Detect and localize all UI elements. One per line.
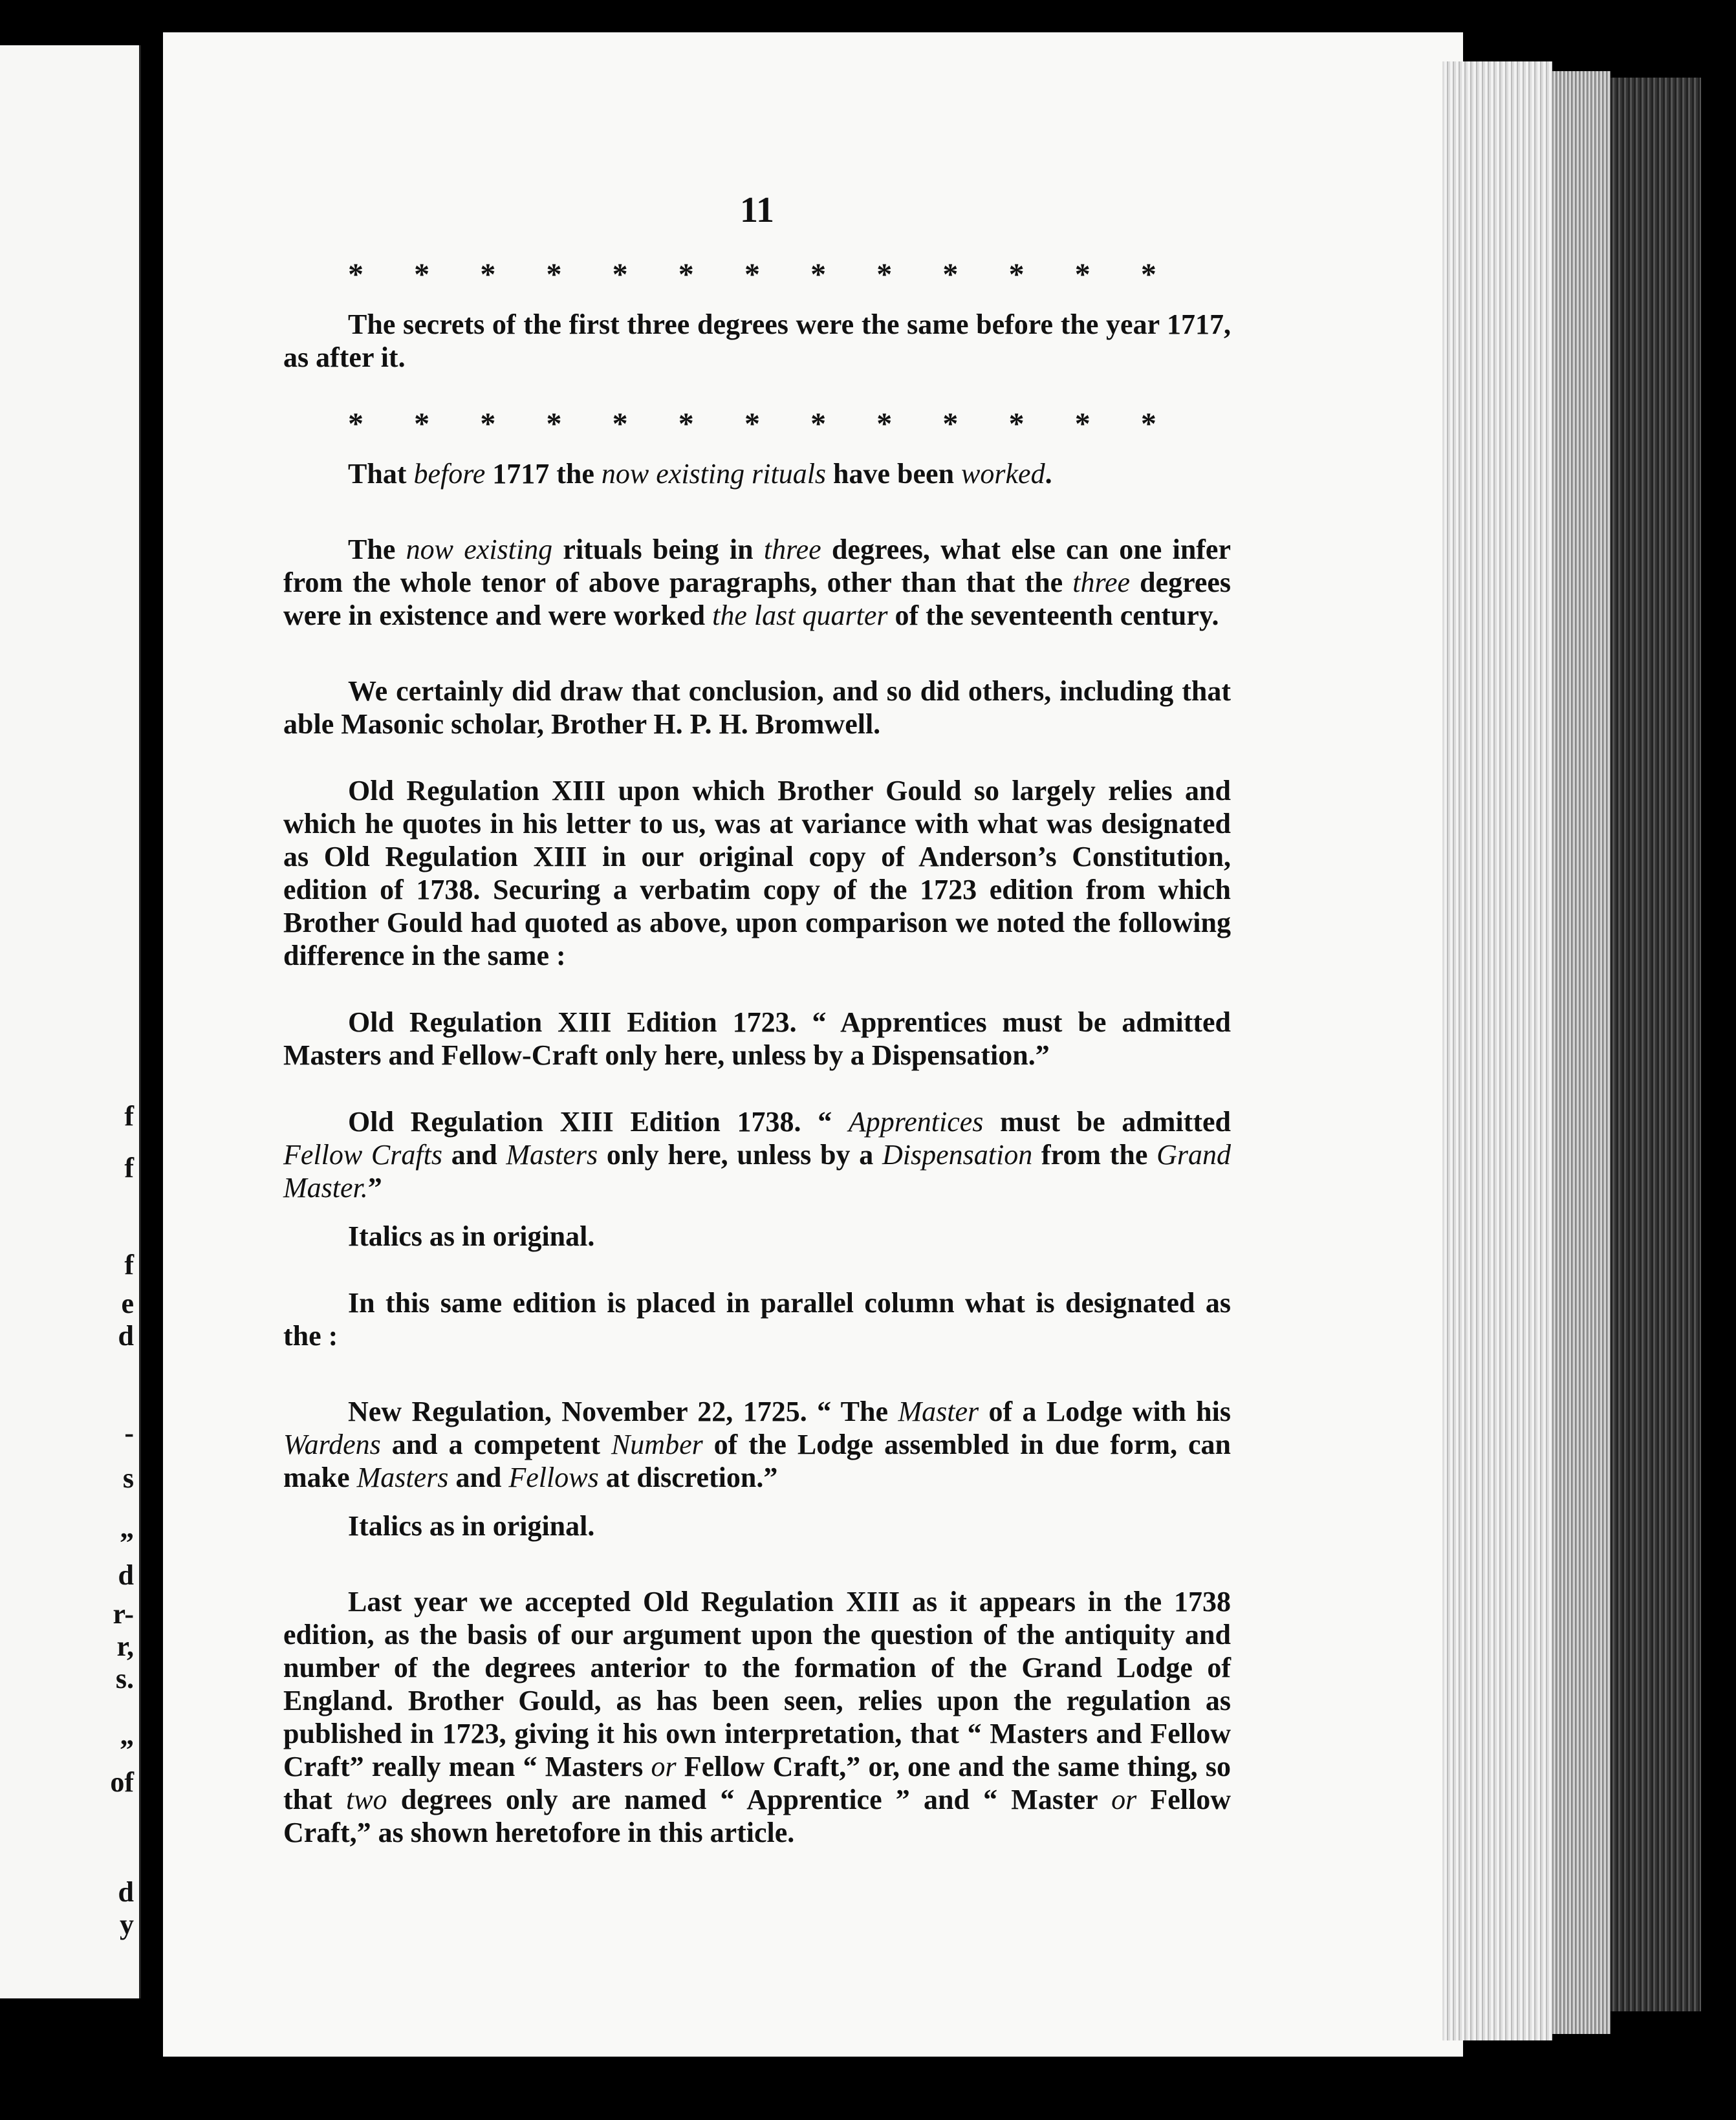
margin-fragment: - xyxy=(124,1417,134,1449)
star: * xyxy=(414,407,430,441)
star: * xyxy=(1008,407,1025,441)
quote-new-regulation: New Regulation, November 22, 1725. “ The Master of a Lodge with his Wardens and a competent Number of the Lodge assembled in due form, can make Masters and Fellows at discretion.” xyxy=(283,1396,1231,1493)
page-text xyxy=(283,190,1231,1849)
italics-note: Italics as in original. xyxy=(348,1220,595,1252)
margin-fragment: of xyxy=(110,1766,134,1798)
star: * xyxy=(348,257,363,292)
star: * xyxy=(612,257,628,292)
margin-fragment: f xyxy=(124,1100,134,1132)
star: * xyxy=(876,407,893,441)
star: * xyxy=(942,407,959,441)
paragraph-conclusion: We certainly did draw that conclusion, and so did others, including that able Masonic scholar, Brother H. P. H. Bromwell. xyxy=(283,675,1231,740)
asterism xyxy=(348,258,1156,291)
star: * xyxy=(546,257,562,292)
star: * xyxy=(480,407,496,441)
star: * xyxy=(1140,407,1156,441)
page-edges-shadow xyxy=(1552,71,1611,2034)
quote-edition-1738: Old Regulation XIII Edition 1738. “ Apprentices must be admitted Fellow Crafts and Masters only here, unless by a Dispensation from the Grand Master.” xyxy=(283,1106,1231,1204)
paragraph-three-degrees: The now existing rituals being in three degrees, what else can one infer from the whole tenor of above paragraphs, other than that the three degrees were in existence and were worked the last quarter of the seventeenth century. xyxy=(283,534,1231,631)
star: * xyxy=(1140,257,1156,292)
paragraph-last-year: Last year we accepted Old Regulation XIII as it appears in the 1738 edition, as the basis of our argument upon the question of the antiquity and number of the degrees anterior to the formation of the Grand Lodge of England. Brother Gould, as has been seen, relies upon the regulation as published in 1723, giving it his own interpretation, that “ Masters and Fellow Craft” really mean “ Masters or Fellow Craft,” or, one and the same thing, so that two degrees only are named “ Apprentice ” and “ Master or Fellow Craft,” as shown heretofore in this article. xyxy=(283,1586,1231,1848)
star: * xyxy=(1074,407,1090,441)
margin-fragment: y xyxy=(120,1909,134,1940)
paragraph-parallel-column: In this same edition is placed in parallel column what is designated as the : xyxy=(283,1287,1231,1352)
margin-fragment: e xyxy=(121,1288,134,1319)
facing-page xyxy=(0,45,141,1998)
margin-fragment: s xyxy=(122,1462,134,1494)
star: * xyxy=(612,407,628,441)
star: * xyxy=(942,257,959,292)
star: * xyxy=(744,257,760,292)
star: * xyxy=(546,407,562,441)
paragraph-secrets: The secrets of the first three degrees were the same before the year 1717, as after it. xyxy=(283,308,1231,373)
quote-edition-1723: Old Regulation XIII Edition 1723. “ Apprentices must be admitted Masters and Fellow-Craft only here, unless by a Dispensation.” xyxy=(283,1006,1231,1071)
page-edges xyxy=(1442,61,1552,2040)
star: * xyxy=(810,257,827,292)
asterism xyxy=(348,407,1156,440)
margin-fragment: ” xyxy=(120,1734,134,1766)
star: * xyxy=(810,407,827,441)
margin-fragment: d xyxy=(118,1876,134,1908)
star: * xyxy=(678,407,694,441)
star: * xyxy=(876,257,893,292)
margin-fragment: f xyxy=(124,1249,134,1281)
margin-fragment: d xyxy=(118,1559,134,1591)
star: * xyxy=(1008,257,1025,292)
margin-fragment: s. xyxy=(115,1663,134,1694)
margin-fragment: f xyxy=(124,1152,134,1184)
margin-fragment: r- xyxy=(113,1598,134,1630)
star: * xyxy=(414,257,430,292)
star: * xyxy=(480,257,496,292)
star: * xyxy=(678,257,694,292)
star: * xyxy=(348,407,363,441)
margin-fragment: ” xyxy=(120,1527,134,1559)
italics-note: Italics as in original. xyxy=(348,1510,595,1542)
margin-fragment: d xyxy=(118,1320,134,1352)
page-number: 11 xyxy=(740,190,774,230)
paragraph-old-regulation: Old Regulation XIII upon which Brother Gould so largely relies and which he quotes in his letter to us, was at variance with what was designated as Old Regulation XIII in our original copy of Anderson’s Constitution, edition of 1738. Securing a verbatim copy of the 1723 edition from which Brother Gould had quoted as above, upon comparison we noted the following difference in the same : xyxy=(283,775,1231,971)
book-spine-edge xyxy=(1611,78,1701,2011)
star: * xyxy=(1074,257,1090,292)
star: * xyxy=(744,407,760,441)
paragraph-before-1717: That before 1717 the now existing rituals have been worked. xyxy=(348,458,1052,490)
margin-fragment: r, xyxy=(116,1630,134,1662)
